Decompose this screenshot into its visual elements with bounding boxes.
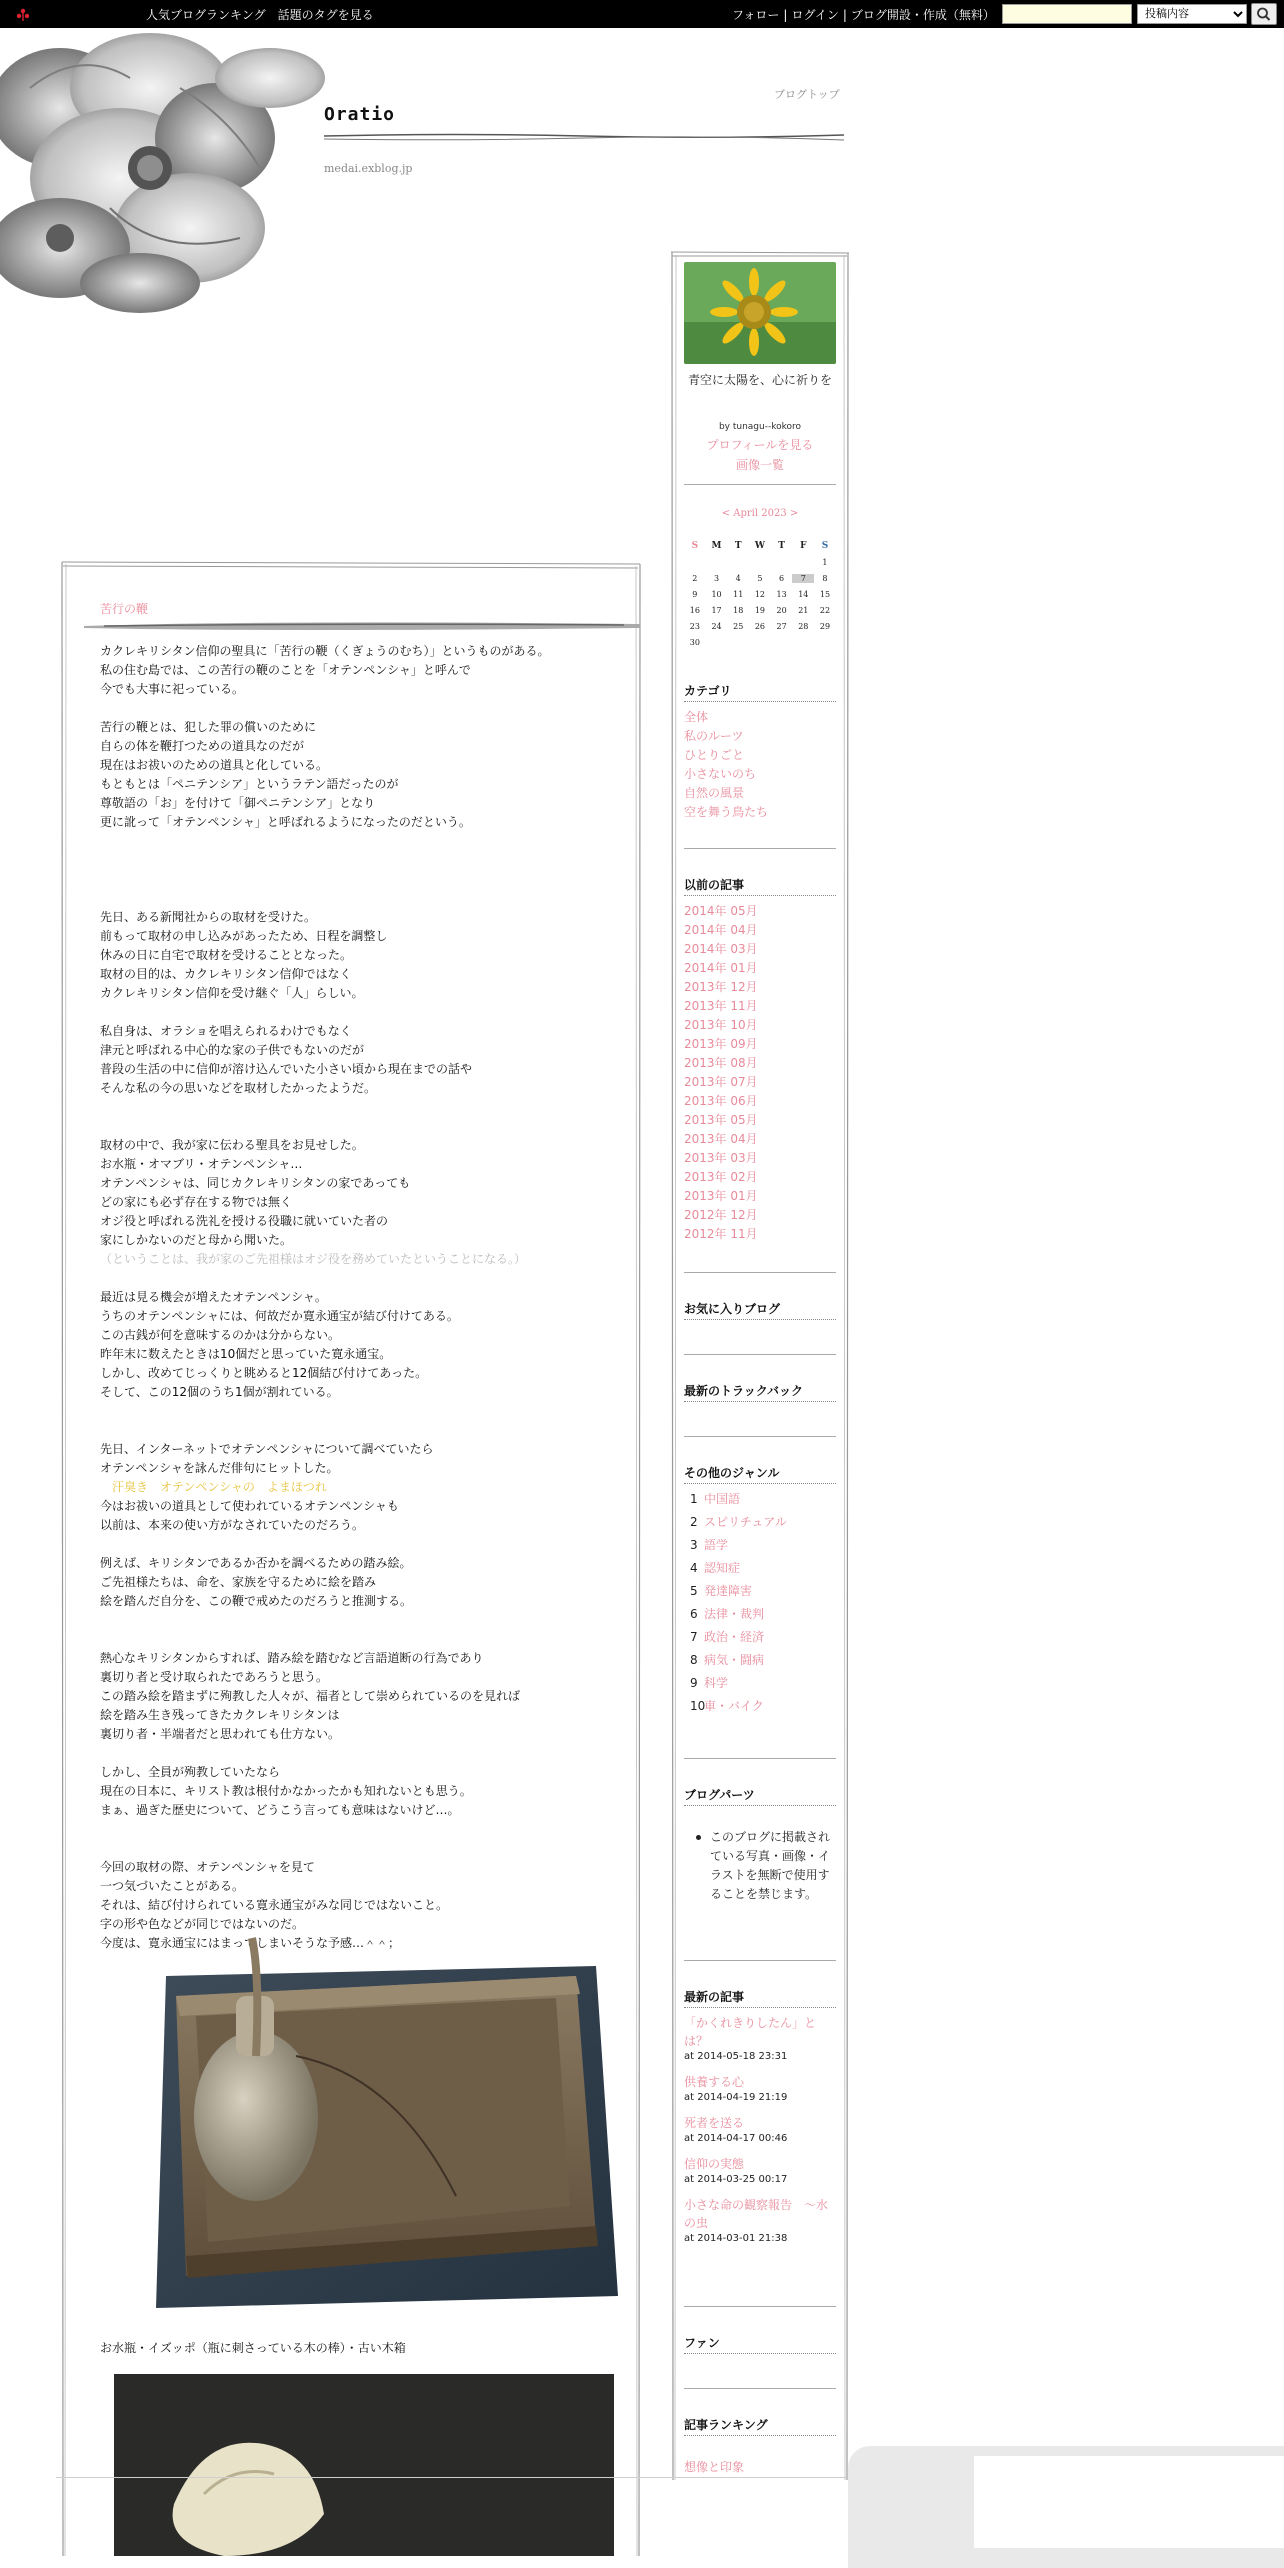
blog-url: medai.exblog.jp (324, 162, 413, 175)
category-list (684, 708, 836, 822)
calendar-day[interactable]: 2 (692, 573, 698, 583)
calendar-week-row (684, 554, 836, 570)
post-text-line: 絵を踏んだ自分を、この鞭で戒めたのだろうと推測する。 (100, 1594, 413, 1608)
calendar-week-row (684, 586, 836, 602)
genre-rank: 1 (690, 1492, 698, 1506)
post-text-line: そして、この12個のうち1個が割れている。 (100, 1385, 339, 1399)
calendar-week-row (684, 618, 836, 634)
archive-month-link[interactable]: 2013年 05月 (684, 1113, 758, 1127)
calendar-day[interactable]: 6 (779, 573, 785, 583)
post-text-line: 今でも大事に祀っている。 (100, 682, 245, 696)
post-text-line: 取材の中で、我が家に伝わる聖具をお見せした。 (100, 1138, 364, 1152)
calendar-week-row (684, 634, 836, 650)
post-text-line: 今回の取材の際、オテンペンシャを見て (100, 1860, 315, 1874)
genre-rank: 10 (690, 1699, 706, 1713)
divider (684, 1483, 836, 1484)
recent-posts-heading: 最新の記事 (684, 1990, 745, 2004)
calendar-day[interactable]: 29 (819, 621, 831, 631)
view-profile-link[interactable]: プロフィールを見る (706, 438, 814, 452)
recent-post-item (684, 2114, 836, 2146)
post-text-line: オテンペンシャを詠んだ俳句にヒットした。 (100, 1461, 339, 1475)
divider (684, 2007, 836, 2008)
post-text-line: 先日、ある新聞社からの取材を受けた。 (100, 910, 317, 924)
post-text-line: この古銭が何を意味するのかは分からない。 (100, 1328, 341, 1342)
other-genres-heading: その他のジャンル (684, 1466, 780, 1480)
post-body (100, 642, 610, 1972)
genre-rank: 7 (690, 1630, 698, 1644)
post-text-line: 普段の生活の中に信仰が溶け込んでいた小さい頃から現在までの話や (100, 1062, 473, 1076)
post-paragraph (100, 1136, 610, 1269)
search-input[interactable] (1002, 4, 1132, 24)
copyright-notice: このブログに掲載されている写真・画像・イラストを無断で使用することを禁じます。 (710, 1828, 834, 1904)
calendar-weekday: S (821, 541, 829, 551)
post-text-line: 以前は、本来の使い方がなされていたのだろう。 (100, 1518, 365, 1532)
calendar-day[interactable]: 1 (822, 557, 828, 567)
top-bar (0, 0, 1284, 28)
calendar-day[interactable]: 21 (798, 605, 809, 615)
genre-item[interactable] (690, 1672, 836, 1695)
post-text-line: 裏切り者・半端者だと思われても仕方ない。 (100, 1727, 341, 1741)
archive-month-link[interactable]: 2014年 03月 (684, 942, 758, 956)
divider (684, 1960, 836, 1961)
recent-post-link[interactable]: 信仰の実態 (684, 2157, 745, 2171)
genre-link[interactable]: 政治・経済 (704, 1630, 765, 1644)
genre-item[interactable] (690, 1626, 836, 1649)
divider (684, 2353, 836, 2354)
genre-item[interactable] (690, 1557, 836, 1580)
archive-month-link[interactable]: 2013年 12月 (684, 980, 758, 994)
fans-heading: ファン (684, 2336, 720, 2350)
genre-item[interactable] (690, 1649, 836, 1672)
category-link[interactable]: 私のルーツ (684, 729, 744, 743)
blog-title[interactable]: Oratio (324, 104, 396, 125)
calendar-day[interactable]: 4 (735, 573, 741, 583)
calendar-day[interactable]: 24 (711, 621, 722, 631)
post-text-line: 休みの日に自宅で取材を受けることとなった。 (100, 948, 353, 962)
post-paragraph (100, 851, 610, 870)
calendar-day[interactable]: 27 (776, 621, 787, 631)
favorite-blogs-heading: お気に入りブログ (684, 1302, 781, 1316)
divider (684, 848, 836, 849)
archive-month-link[interactable]: 2013年 07月 (684, 1075, 758, 1089)
genre-link[interactable]: 語学 (704, 1538, 729, 1552)
calendar-weekday: T (734, 541, 742, 551)
ranking-heading: 記事ランキング (684, 2418, 768, 2432)
genre-rank: 2 (690, 1515, 698, 1529)
bottom-border (56, 2477, 846, 2478)
archive-month-link[interactable]: 2013年 06月 (684, 1094, 758, 1108)
category-link[interactable]: 空を舞う鳥たち (684, 805, 769, 819)
post-text-line: 裏切り者と受け取られたであろうと思う。 (100, 1670, 329, 1684)
post-text-line: 更に訛って「オテンペンシャ」と呼ばれるようになったのだという。 (100, 815, 471, 829)
post-text-line: 私の住む島では、この苦行の鞭のことを「オテンペンシャ」と呼んで (100, 663, 471, 677)
post-text-line: しかし、全員が殉教していたなら (100, 1765, 281, 1779)
profile-author: by tunagu--kokoro (718, 422, 802, 432)
post-text-line: もともとは「ペニテンシア」というラテン語だったのが (100, 777, 399, 791)
recent-post-item (684, 2014, 836, 2064)
post-text-line: 私自身は、オラショを唱えられるわけでもなく (100, 1024, 352, 1038)
divider (684, 1319, 836, 1320)
trackbacks-heading: 最新のトラックバック (684, 1384, 804, 1398)
floating-panel-content[interactable] (974, 2456, 1284, 2548)
post-text-line: カクレキリシタン信仰を受け継ぐ「人」らしい。 (100, 986, 364, 1000)
divider (684, 1401, 836, 1402)
post-text-line: 現在はお祓いのための道具と化している。 (100, 758, 329, 772)
recent-post-date: at 2014-04-17 00:46 (684, 2133, 788, 2144)
article-column (60, 556, 642, 2556)
recent-post-link[interactable]: 死者を送る (684, 2116, 745, 2130)
profile-message: 青空に太陽を、心に祈りを (687, 373, 832, 387)
recent-post-item (684, 2196, 836, 2246)
post-text-line: 家にしかないのだと母から聞いた。 (100, 1233, 293, 1247)
calendar-week-row (684, 570, 836, 586)
genre-rank: 9 (690, 1676, 698, 1690)
account-links (732, 6, 995, 23)
post-text-line: オジ役と呼ばれる洗礼を授ける役職に就いていた者の (100, 1214, 389, 1228)
post-text-line: 前もって取材の申し込みがあったため、日程を調整し (100, 929, 388, 943)
post-text-line: そんな私の今の思いなどを取材したかったようだ。 (100, 1081, 377, 1095)
image-list-link[interactable]: 画像一覧 (735, 458, 784, 472)
blog-parts-heading: ブログパーツ (684, 1788, 755, 1802)
recent-post-date: at 2014-03-01 21:38 (684, 2233, 788, 2244)
post-text-line: それは、結び付けられている寛永通宝がみな同じではないこと。 (100, 1898, 449, 1912)
genre-item[interactable] (690, 1534, 836, 1557)
post-text-line: オテンペンシャは、同じカクレキリシタンの家であっても (100, 1176, 411, 1190)
post-text-line: 今はお祓いの道具として使われているオテンペンシャも (100, 1499, 399, 1513)
archive-month-link[interactable]: 2013年 04月 (684, 1132, 758, 1146)
post-paragraph (100, 1763, 610, 1820)
post-text-line: 自らの体を鞭打つための道具なのだが (100, 739, 305, 753)
calendar-day[interactable]: 23 (689, 621, 700, 631)
archive-month-link[interactable]: 2013年 02月 (684, 1170, 758, 1184)
recent-post-date: at 2014-03-25 00:17 (684, 2174, 788, 2185)
post-text-line: まぁ、過ぎた歴史について、どうこう言っても意味はないけど…。 (100, 1803, 460, 1817)
calendar-day[interactable]: 13 (776, 589, 787, 599)
post-text-line: お水瓶・オマブリ・オテンペンシャ… (100, 1157, 303, 1171)
post-paragraph (100, 642, 610, 699)
calendar-day[interactable]: 9 (692, 589, 698, 599)
calendar-day[interactable]: 14 (798, 589, 809, 599)
post-text-line: 取材の目的は、カクレキリシタン信仰ではなく (100, 967, 352, 981)
floating-panel (848, 2446, 1284, 2568)
recent-post-date: at 2014-04-19 21:19 (684, 2092, 788, 2103)
post-photo-second (114, 2374, 614, 2556)
divider (684, 1758, 836, 1759)
divider (684, 484, 836, 485)
site-logo-icon[interactable] (14, 5, 32, 23)
calendar-day[interactable]: 17 (711, 605, 722, 615)
create-blog-link[interactable]: ブログ開設・作成（無料） (850, 8, 995, 22)
archive-month-link[interactable]: 2012年 11月 (684, 1227, 758, 1241)
archive-month-link[interactable]: 2014年 04月 (684, 923, 758, 937)
archive-month-link[interactable]: 2013年 11月 (684, 999, 758, 1013)
post-text-line: 例えば、キリシタンであるか否かを調べるための踏み絵。 (100, 1556, 412, 1570)
post-text-line: 熱心なキリシタンからすれば、踏み絵を踏むなど言語道断の行為であり (100, 1651, 484, 1665)
calendar (684, 538, 836, 650)
post-paragraph (100, 1554, 610, 1611)
post-text-line: 最近は見る機会が増えたオテンペンシャ。 (100, 1290, 327, 1304)
post-text-line: （ということは、我が家のご先祖様はオジ役を務めていたということになる。） (100, 1252, 527, 1266)
divider (684, 701, 836, 702)
calendar-day[interactable]: 15 (819, 589, 831, 599)
second-photo-image (114, 2374, 614, 2556)
profile-image[interactable] (684, 262, 836, 364)
calendar-weekday: T (778, 541, 785, 551)
post-text-line: しかし、改めてじっくりと眺めると12個結び付けてあった。 (100, 1366, 428, 1380)
archive-month-link[interactable]: 2013年 10月 (684, 1018, 758, 1032)
genre-rank: 3 (690, 1538, 698, 1552)
header-flower-image (0, 28, 340, 318)
archive-month-link[interactable]: 2014年 05月 (684, 904, 758, 918)
genre-link[interactable]: 中国語 (704, 1492, 741, 1506)
genre-link[interactable]: 病気・闘病 (704, 1653, 765, 1667)
post-text-line: この踏み絵を踏まずに殉教した人々が、福者として崇められているのを見れば (100, 1689, 521, 1703)
archive-month-link[interactable]: 2013年 09月 (684, 1037, 758, 1051)
search-button[interactable] (1251, 3, 1277, 25)
photo-caption: お水瓶・イズッポ（瓶に刺さっている木の棒）・古い木箱 (100, 2341, 406, 2355)
genre-item[interactable] (690, 1603, 836, 1626)
calendar-day[interactable]: 28 (798, 621, 809, 631)
recent-post-date: at 2014-05-18 23:31 (684, 2051, 788, 2062)
title-underline-decoration (324, 130, 844, 144)
calendar-day[interactable]: 22 (819, 605, 831, 615)
calendar-day[interactable]: 16 (689, 605, 700, 615)
calendar-weekday-row (684, 538, 836, 554)
archives-heading: 以前の記事 (684, 878, 745, 892)
recent-post-item (684, 2073, 836, 2105)
recent-post-link[interactable]: 小さな命の観察報告 ～水の虫 (684, 2198, 829, 2230)
post-text-line: うちのオテンペンシャには、何故だか寛永通宝が結び付けてある。 (100, 1309, 459, 1323)
post-paragraph (100, 1440, 610, 1535)
post-text-line: 苦行の鞭とは、犯した罪の償いのために (100, 720, 317, 734)
category-link[interactable]: ひとりごと (684, 748, 745, 762)
blog-top-link[interactable]: ブログトップ (774, 89, 840, 101)
post-text-line: 現在の日本に、キリスト教は根付かなかったかも知れないとも思う。 (100, 1784, 472, 1798)
calendar-day[interactable]: 8 (822, 573, 828, 583)
archive-month-link[interactable]: 2012年 12月 (684, 1208, 758, 1222)
categories-heading: カテゴリ (684, 684, 732, 698)
recent-post-item (684, 2155, 836, 2187)
archive-list (684, 902, 836, 1244)
search-scope-select[interactable] (1137, 4, 1247, 24)
recent-post-list (684, 2014, 836, 2255)
separator: | (783, 8, 788, 22)
calendar-day[interactable]: 10 (711, 589, 722, 599)
calendar-day[interactable]: 18 (733, 605, 744, 615)
recent-post-link[interactable]: 「かくれきりしたん」とは？ (684, 2016, 817, 2048)
genre-item[interactable] (690, 1488, 836, 1511)
divider (684, 895, 836, 896)
post-paragraph (100, 1022, 610, 1098)
divider (684, 1354, 836, 1355)
calendar-day[interactable]: 7 (792, 574, 814, 583)
post-text-line (100, 851, 610, 870)
divider (684, 1805, 836, 1806)
archive-month-link[interactable]: 2013年 08月 (684, 1056, 758, 1070)
category-link[interactable]: 自然の風景 (684, 786, 745, 800)
calendar-day[interactable]: 11 (733, 589, 744, 599)
post-text-line: 先日、インターネットでオテンペンシャについて調べていたら (100, 1442, 434, 1456)
post-text-line: 今度は、寛永通宝にはまってしまいそうな予感…＾＾； (100, 1936, 401, 1950)
divider (684, 2388, 836, 2389)
genre-item[interactable] (690, 1695, 836, 1718)
calendar-day[interactable]: 26 (754, 621, 765, 631)
post-title-brush-rule (84, 618, 640, 634)
calendar-weekday: S (691, 541, 699, 551)
calendar-week-row (684, 602, 836, 618)
genre-link[interactable]: 科学 (704, 1676, 729, 1690)
calendar-day[interactable]: 20 (776, 605, 787, 615)
post-text-line: カクレキリシタン信仰の聖具に「苦行の鞭（くぎょうのむち）」というものがある。 (100, 644, 550, 658)
post-text-line: ご先祖様たちは、命を、家族を守るために絵を踏み (100, 1575, 377, 1589)
genre-link[interactable]: 発達障害 (704, 1584, 753, 1598)
post-text-line: 字の形や色などが同じではないのだ。 (100, 1917, 305, 1931)
separator: | (842, 8, 847, 22)
archive-month-link[interactable]: 2014年 01月 (684, 961, 758, 975)
sidebar (670, 250, 850, 2480)
genre-link[interactable]: 車・バイク (704, 1699, 764, 1713)
post-paragraph (100, 1649, 610, 1744)
search-icon (1252, 4, 1276, 24)
ranking-tags-text[interactable]: 人気ブログランキング 話題のタグを見る (146, 8, 374, 22)
post-paragraph (100, 1288, 610, 1402)
calendar-day[interactable]: 30 (689, 637, 700, 647)
genre-rank: 8 (690, 1653, 698, 1667)
post-title[interactable]: 苦行の鞭 (100, 602, 149, 616)
post-text-line: 一つ気づいたことがある。 (100, 1879, 245, 1893)
post-text-line: 尊敬語の「お」を付けて「御ペニテンシア」となり (100, 796, 376, 810)
calendar-day[interactable]: 25 (733, 621, 744, 631)
calendar-weekday: M (711, 541, 722, 551)
category-link[interactable]: 全体 (684, 710, 709, 724)
genre-link[interactable]: 認知症 (704, 1561, 741, 1575)
archive-month-link[interactable]: 2013年 03月 (684, 1151, 758, 1165)
divider (684, 1436, 836, 1437)
divider (684, 2435, 836, 2436)
post-text-line: 汗臭き オテンペンシャの よまほつれ (100, 1480, 327, 1494)
category-link[interactable]: 小さないのち (684, 767, 757, 781)
genre-rank: 5 (690, 1584, 698, 1598)
archive-month-link[interactable]: 2013年 01月 (684, 1189, 758, 1203)
post-text-line: どの家にも必ず存在する物では無く (100, 1195, 293, 1209)
calendar-day[interactable]: 12 (754, 589, 765, 599)
recent-post-link[interactable]: 供養する心 (684, 2075, 745, 2089)
post-text-line: 絵を踏み生き残ってきたカクレキリシタンは (100, 1708, 340, 1722)
divider (684, 2306, 836, 2307)
follow-link[interactable]: フォロー (732, 8, 780, 22)
calendar-day[interactable]: 5 (757, 573, 763, 583)
post-paragraph (100, 718, 610, 832)
calendar-weekday: F (800, 541, 807, 551)
post-text-line: 津元と呼ばれる中心的な家の子供でもないのだが (100, 1043, 365, 1057)
genre-list (690, 1488, 836, 1718)
genre-item[interactable] (690, 1511, 836, 1534)
genre-link[interactable]: 法律・裁判 (704, 1607, 765, 1621)
calendar-day[interactable]: 3 (713, 573, 720, 583)
ranking-item[interactable]: 想像と印象 (684, 2460, 745, 2474)
genre-rank: 6 (690, 1607, 698, 1621)
ranking-tags-link[interactable] (146, 6, 374, 23)
post-paragraph (100, 908, 610, 1003)
calendar-day[interactable]: 19 (754, 605, 765, 615)
divider (684, 1272, 836, 1273)
calendar-title[interactable]: < April 2023 > (721, 508, 799, 519)
genre-item[interactable] (690, 1580, 836, 1603)
post-text-line: 昨年末に数えたときは10個だと思っていた寛永通宝。 (100, 1347, 392, 1361)
login-link[interactable]: ログイン (791, 8, 839, 22)
genre-rank: 4 (690, 1561, 698, 1575)
genre-link[interactable]: スピリチュアル (704, 1515, 787, 1529)
post-photo-water-bottle (156, 1936, 622, 2316)
calendar-weekday: W (754, 541, 765, 551)
